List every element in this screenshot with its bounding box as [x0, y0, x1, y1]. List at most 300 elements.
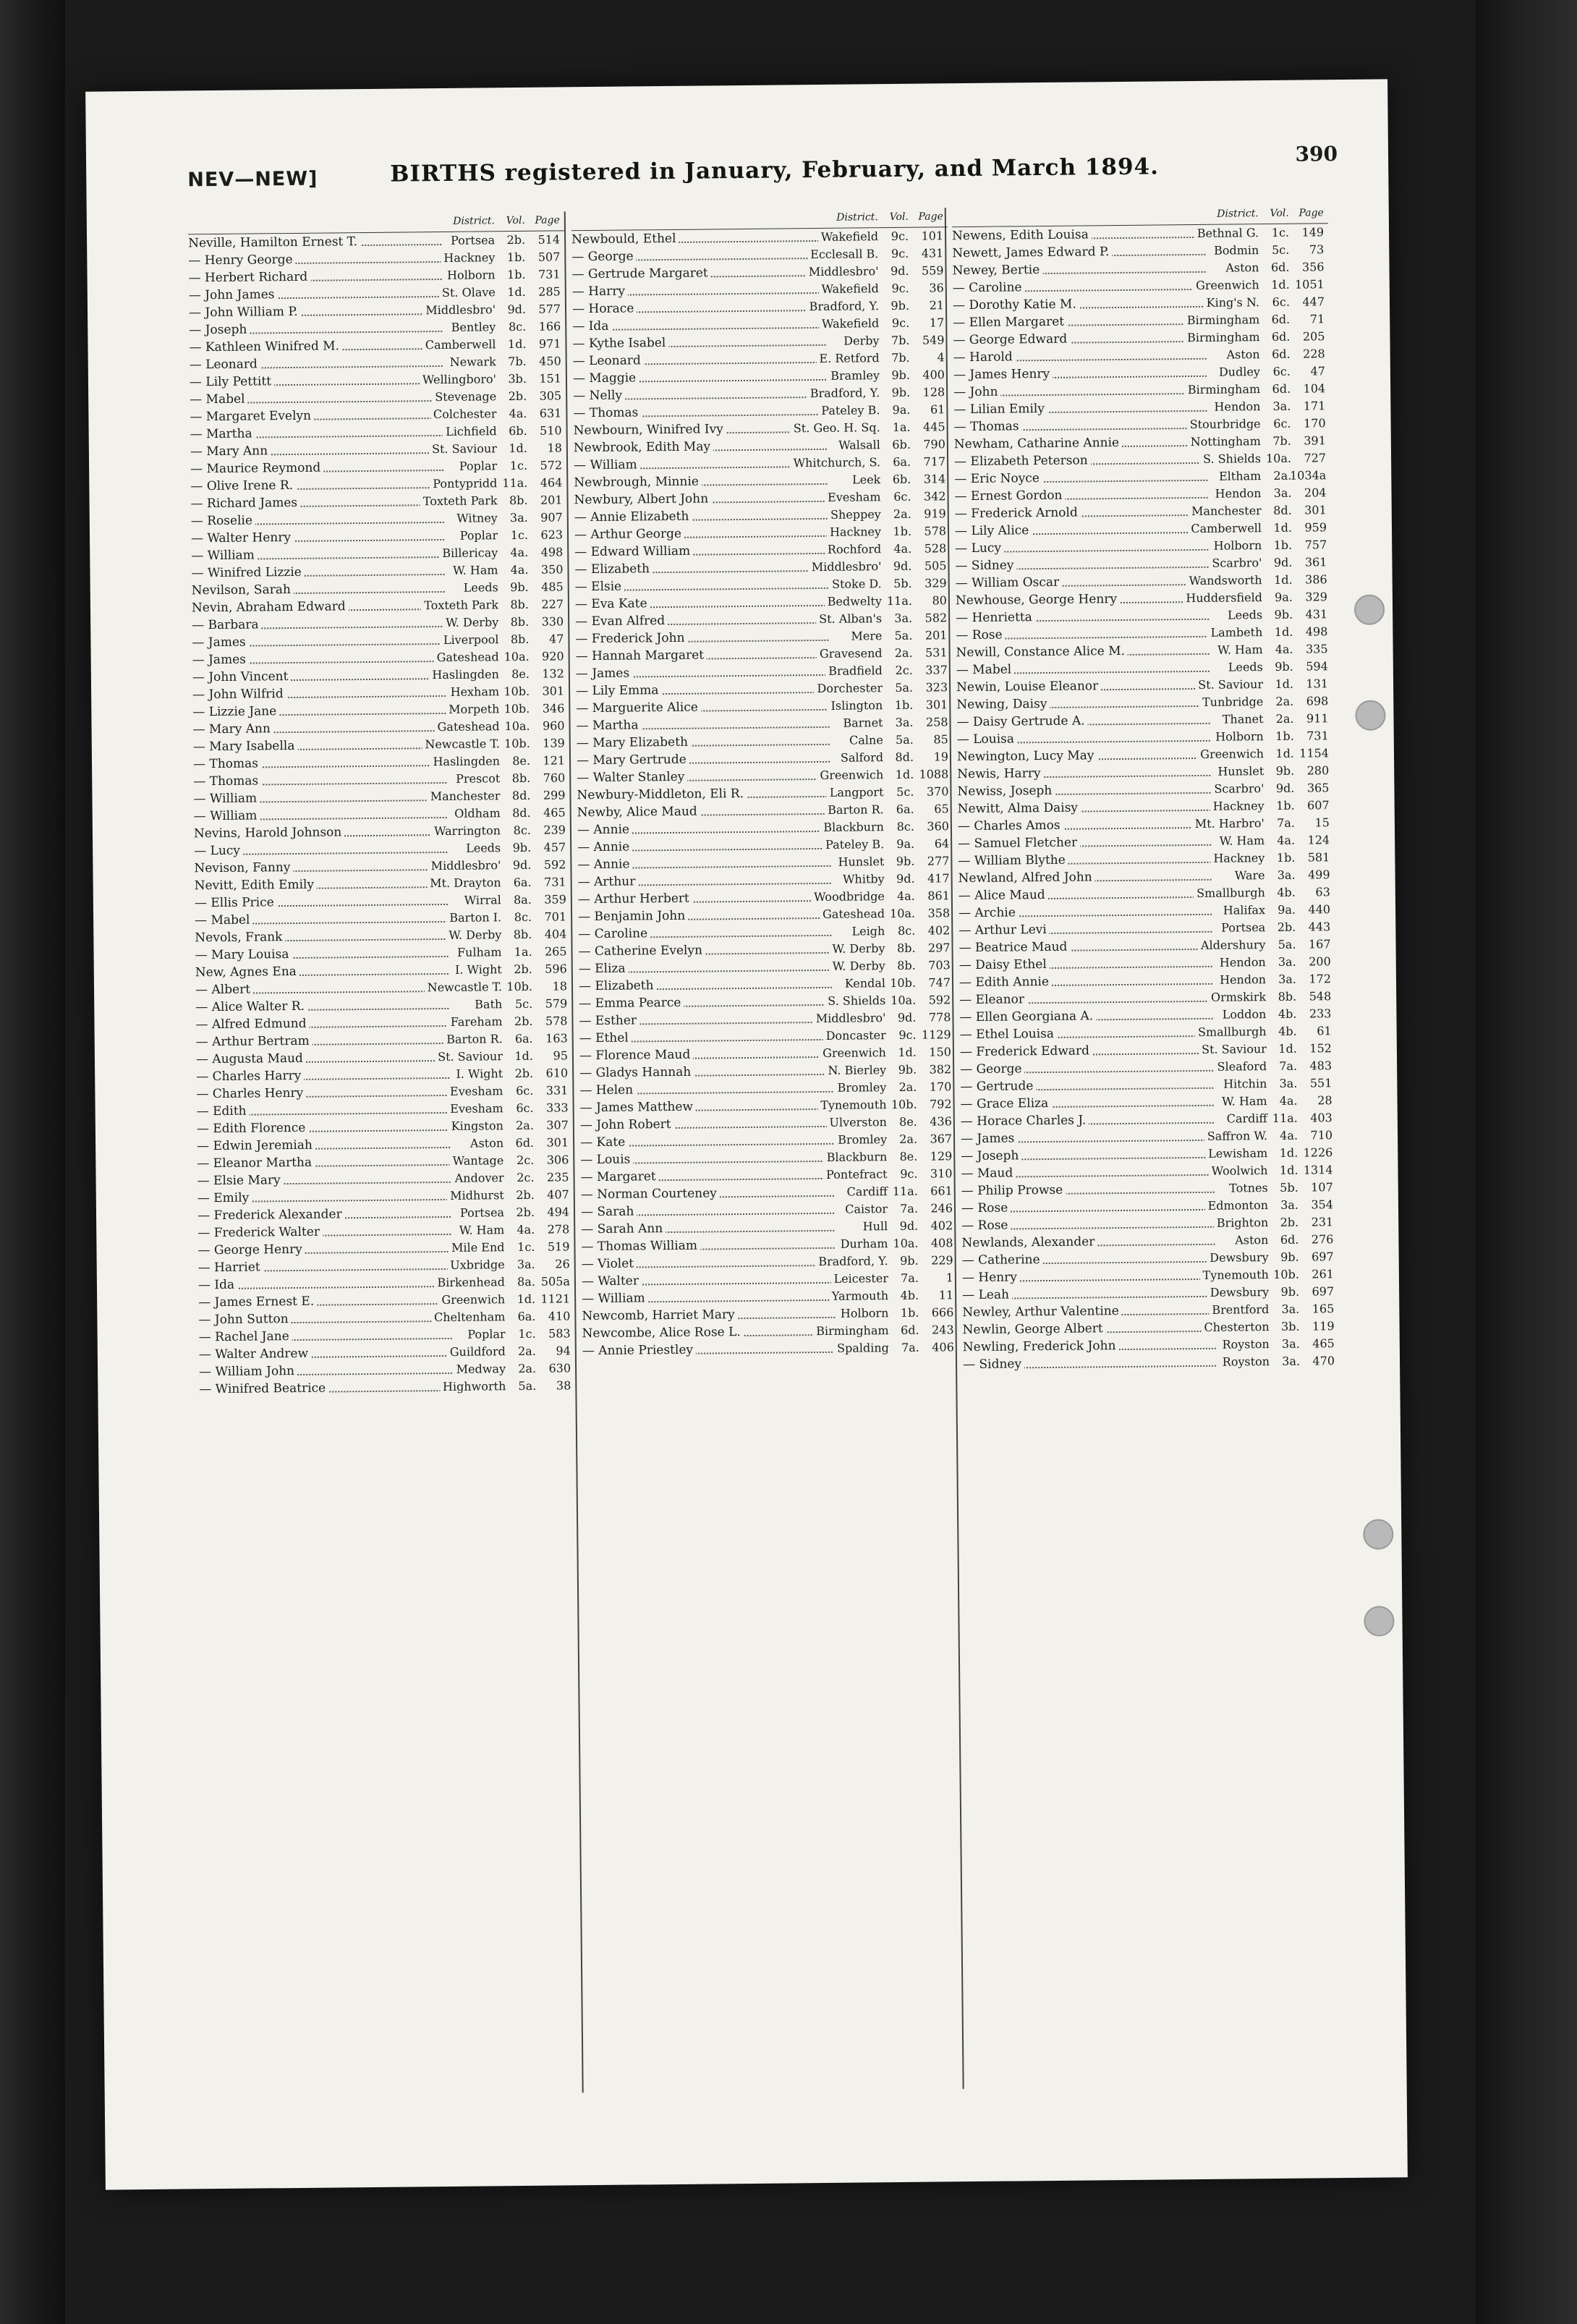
entry-district: Fareham	[448, 1013, 503, 1031]
entry-volume: 2b.	[516, 1187, 535, 1203]
entry-volume: 7a.	[901, 1271, 919, 1285]
entry-page: 445	[922, 420, 945, 434]
entry-district: Portsea	[1218, 919, 1265, 937]
entry-name: — Eva Kate	[575, 595, 650, 613]
entry-district: Evesham	[825, 488, 881, 506]
entry-district: Birmingham	[1185, 381, 1261, 399]
entry-page: 417	[927, 871, 950, 886]
entry-page: 578	[545, 1014, 568, 1028]
entry-name: — Catherine Evelyn	[578, 942, 705, 961]
entry-name: — Thomas	[573, 404, 641, 422]
entry-page: 792	[929, 1097, 952, 1111]
entry-page: 170	[929, 1080, 952, 1094]
entry-name: — Caroline	[578, 925, 650, 943]
entry-page: 329	[924, 576, 947, 590]
entry-volume: 4a.	[896, 889, 915, 903]
entry-page: 233	[1309, 1006, 1332, 1021]
entry-volume: 7a.	[900, 1201, 919, 1216]
entry-page: 61	[1317, 1024, 1332, 1038]
entry-name: — Harold	[953, 348, 1016, 366]
entry-page: 592	[543, 857, 566, 872]
entry-volume: 4a.	[510, 545, 529, 560]
entry-list	[571, 227, 958, 1360]
entry-name: — Elsie Mary	[197, 1171, 283, 1189]
entry-page: 404	[544, 927, 567, 941]
entry-page: 73	[1309, 242, 1325, 257]
index-column-2	[571, 208, 958, 1360]
entry-volume: 6d.	[1280, 1232, 1299, 1247]
entry-name: — James Ernest E.	[198, 1293, 317, 1312]
entry-district: St. Alban's	[816, 610, 882, 628]
entry-name: — Philip Prowse	[961, 1182, 1066, 1200]
entry-district: Bethnal G.	[1194, 224, 1259, 242]
entry-volume: 4b.	[900, 1288, 919, 1302]
entry-name: — Alice Walter R.	[195, 998, 307, 1016]
entry-volume: 8b.	[1278, 989, 1297, 1004]
entry-page: 128	[922, 385, 945, 399]
entry-volume: 10a.	[890, 993, 917, 1008]
entry-volume: 9b.	[891, 368, 911, 383]
entry-name: — Eric Noyce	[954, 470, 1042, 488]
entry-volume: 9b.	[898, 1062, 917, 1077]
entry-district: Hackney	[1210, 797, 1264, 815]
entry-volume: 1d.	[507, 284, 526, 300]
entry-page: 301	[925, 697, 948, 712]
entry-district: Middlesbro'	[428, 857, 501, 875]
entry-volume: 1a.	[892, 420, 911, 435]
entry-volume: 6a.	[893, 454, 911, 470]
entry-name: — James Matthew	[580, 1098, 697, 1117]
entry-district: W. Derby	[829, 940, 885, 958]
entry-page: 443	[1308, 920, 1331, 934]
entry-name: — Joseph	[961, 1147, 1021, 1165]
entry-page: 1226	[1303, 1145, 1333, 1160]
entry-name: — Beatrice Maud	[958, 938, 1070, 957]
entry-page: 661	[930, 1184, 953, 1198]
entry-name: — Edith Florence	[197, 1119, 309, 1137]
entry-name: — Rachel Jane	[199, 1328, 292, 1346]
entry-district: Poplar	[457, 527, 498, 545]
entry-district: Tunbridge	[1199, 693, 1263, 711]
entry-page: 528	[924, 541, 947, 556]
entry-page: 727	[1304, 451, 1327, 465]
entry-name: — Leonard	[573, 352, 644, 370]
entry-district: Portsea	[457, 1204, 504, 1222]
entry-page: 911	[1306, 711, 1329, 726]
entry-volume: 9a.	[1278, 902, 1296, 917]
entry-volume: 3a.	[517, 1257, 535, 1272]
entry-page: 150	[929, 1045, 952, 1059]
entry-page: 450	[539, 354, 561, 368]
entry-district: Durham	[838, 1235, 888, 1253]
entry-name: — Arthur Levi	[958, 921, 1050, 939]
entry-district: Dewsbury	[1207, 1249, 1269, 1267]
entry-page: 361	[1304, 555, 1327, 569]
entry-district: Greenwich	[820, 1044, 886, 1062]
entry-volume: 2a.	[894, 645, 913, 661]
entry-name: — William Blythe	[958, 852, 1068, 870]
entry-volume: 1d.	[1279, 1145, 1298, 1160]
entry-district: E. Retford	[816, 349, 879, 368]
entry-district: Gateshead	[434, 648, 499, 666]
entry-volume: 1d.	[514, 1048, 534, 1064]
entry-district: Eltham	[1216, 467, 1261, 485]
entry-volume: 8e.	[511, 666, 530, 682]
entry-page: 297	[927, 941, 951, 955]
entry-name: — William Oscar	[956, 574, 1063, 592]
entry-district: Haslingden	[429, 666, 499, 684]
entry-volume: 5b.	[1280, 1180, 1298, 1195]
entry-name: — Mary Elizabeth	[577, 734, 691, 752]
entry-district: Bodmin	[1211, 242, 1259, 260]
entry-page: 246	[930, 1201, 953, 1216]
entry-volume: 2c.	[517, 1170, 535, 1185]
entry-name: Newley, Arthur Valentine	[962, 1302, 1122, 1321]
entry-page: 400	[922, 368, 945, 382]
register-page	[85, 79, 1408, 2189]
entry-district: Hunslet	[1215, 763, 1264, 781]
entry-volume: 8b.	[896, 941, 916, 955]
entry-name: — Maud	[961, 1164, 1016, 1182]
entry-district: Cheltenham	[431, 1308, 506, 1326]
entry-district: Bentley	[449, 318, 496, 336]
entry-volume: 8c.	[514, 909, 532, 925]
entry-district: Tynemouth	[1199, 1266, 1269, 1284]
entry-name: Newcombe, Alice Rose L.	[582, 1323, 744, 1342]
entry-volume: 8d.	[895, 750, 914, 765]
entry-district: Aston	[1232, 1231, 1268, 1249]
entry-district: Uxbridge	[447, 1256, 505, 1274]
entry-name: — Lily Emma	[576, 682, 662, 700]
page-heading: Page	[918, 211, 943, 223]
entry-name: — Rose	[956, 627, 1005, 645]
entry-volume: 5a.	[518, 1378, 537, 1394]
entry-volume: 7b.	[891, 350, 910, 365]
district-heading: District.	[453, 215, 495, 227]
entry-page: 166	[538, 319, 561, 334]
entry-name: — Albert	[195, 981, 253, 999]
entry-name: — Nelly	[573, 387, 625, 405]
entry-district: Doncaster	[823, 1027, 886, 1045]
entry-page: 277	[927, 854, 950, 868]
entry-name: — Norman Courteney	[581, 1184, 720, 1203]
entry-name: — Kathleen Winifred M.	[189, 337, 342, 356]
entry-page: 201	[924, 628, 948, 643]
entry-volume: 1b.	[506, 267, 526, 282]
entry-page: 610	[545, 1066, 569, 1080]
entry-page: 402	[930, 1218, 953, 1233]
entry-page: 229	[931, 1253, 953, 1268]
entry-page: 760	[543, 771, 566, 785]
entry-name: — Edith Annie	[959, 973, 1052, 991]
entry-volume: 9b.	[900, 1253, 919, 1268]
entry-page: 494	[547, 1205, 570, 1219]
entry-name: — Mabel	[195, 912, 253, 930]
entry-page: 276	[1311, 1232, 1334, 1247]
entry-volume: 9b.	[890, 298, 910, 313]
entry-page: 331	[545, 1083, 569, 1098]
entry-name: Newbould, Ethel	[571, 230, 679, 248]
entry-volume: 1c.	[509, 458, 528, 473]
entry-page: 1034a	[1289, 468, 1327, 483]
entry-page: 519	[547, 1239, 570, 1254]
entry-page: 354	[1311, 1197, 1334, 1212]
entry-page: 410	[548, 1309, 571, 1323]
entry-district: Evesham	[447, 1100, 503, 1118]
entry-page: 370	[926, 784, 949, 799]
entry-district: Aston	[1223, 259, 1259, 276]
entry-name: — Margaret	[580, 1168, 658, 1186]
entry-volume: 6a.	[517, 1309, 536, 1324]
entry-district: Gateshead	[820, 905, 885, 923]
entry-district: Dorchester	[814, 679, 883, 697]
entry-district: St. Geo. H. Sq.	[791, 419, 880, 437]
entry-page: 119	[1312, 1319, 1335, 1333]
entry-page: 335	[1305, 642, 1328, 656]
entry-page: 581	[1307, 850, 1330, 865]
entry-name: — Ernest Gordon	[954, 487, 1065, 505]
entry-volume: 3b.	[508, 371, 527, 386]
entry-volume: 8b.	[509, 493, 528, 508]
entry-name: Newham, Catharine Annie	[954, 434, 1122, 453]
entry-volume: 3a.	[1280, 1197, 1299, 1212]
entry-page: 132	[542, 666, 564, 681]
entry-district: Aldershury	[1198, 936, 1266, 954]
entry-volume: 6c.	[1272, 364, 1291, 378]
entry-district: Birkenhead	[434, 1273, 505, 1292]
entry-name: Newlands, Alexander	[961, 1233, 1097, 1252]
entry-volume: 2a.	[1275, 711, 1294, 726]
entry-name: Newens, Edith Louisa	[952, 226, 1092, 245]
entry-district: Mt. Harbro'	[1192, 815, 1264, 833]
entry-district: Mere	[848, 627, 882, 645]
entry-name: — Elizabeth Peterson	[954, 451, 1091, 470]
entry-volume: 6c.	[516, 1083, 534, 1098]
entry-name: — Mary Ann	[190, 442, 271, 460]
vol-heading: Vol.	[1270, 207, 1289, 219]
entry-page: 330	[541, 614, 564, 629]
entry-page: 406	[932, 1340, 954, 1354]
entry-page: 596	[545, 962, 567, 976]
entry-volume: 6d.	[515, 1135, 535, 1150]
entry-name: — Walter Henry	[191, 529, 294, 547]
entry-name: — Maggie	[573, 369, 639, 387]
entry-name: — Annie	[577, 820, 632, 839]
entry-name: — Leonard	[190, 355, 260, 373]
entry-page: 121	[543, 753, 566, 768]
entry-district: Bromley	[834, 1079, 886, 1097]
entry-page: 431	[1305, 607, 1328, 622]
entry-name: Newbury, Albert John	[574, 490, 711, 509]
entry-district: Midhurst	[447, 1187, 504, 1205]
entry-page: 778	[928, 1010, 951, 1025]
entry-page: 701	[544, 909, 567, 924]
entry-volume: 9b.	[1280, 1250, 1299, 1264]
entry-name: — Henry George	[188, 251, 296, 269]
entry-volume: 8c.	[508, 319, 527, 334]
entry-district: Birmingham	[1184, 328, 1260, 347]
entry-name: — Violet	[582, 1255, 637, 1273]
entry-district: Wandsworth	[1186, 572, 1262, 590]
entry-name: — Mabel	[956, 661, 1015, 679]
entry-page: 342	[923, 489, 946, 504]
entry-district: Leeds	[461, 579, 498, 596]
entry-name: Nevins, Harold Johnson	[194, 823, 345, 842]
entry-name: — Louisa	[957, 730, 1017, 748]
entry-name: — James	[961, 1129, 1017, 1148]
entry-name: — Emily	[197, 1189, 252, 1208]
entry-name: — Martha	[576, 716, 641, 734]
entry-page: 365	[1306, 781, 1330, 795]
entry-name: — Ida	[572, 318, 611, 336]
entry-volume: 9c.	[898, 1027, 917, 1042]
entry-page: 623	[540, 527, 564, 542]
entry-district: Middlesbro'	[813, 1009, 886, 1027]
entry-volume: 3a.	[1282, 1354, 1301, 1368]
entry-page: 359	[544, 892, 566, 907]
entry-page: 549	[922, 333, 945, 347]
entry-volume: 6a.	[896, 802, 914, 816]
entry-volume: 1b.	[900, 1305, 919, 1320]
punch-hole-icon	[1355, 700, 1385, 730]
entry-name: — Archie	[958, 904, 1019, 922]
entry-district: Camberwell	[1188, 519, 1262, 538]
entry-district: Cardiff	[1224, 1110, 1267, 1128]
entry-district: Medway	[454, 1360, 506, 1378]
page-heading: Page	[535, 214, 560, 226]
entry-volume: 7b.	[890, 333, 910, 348]
entry-volume: 5a.	[894, 628, 913, 643]
entry-name: — Leah	[962, 1286, 1012, 1304]
entry-district: Royston	[1220, 1353, 1270, 1371]
entry-district: Camberwell	[422, 336, 496, 354]
entry-name: — Mary Isabella	[193, 737, 298, 755]
entry-name: — Ellen Georgiana A.	[959, 1007, 1096, 1026]
entry-volume: 2b.	[506, 232, 526, 247]
entry-name: — Emma Pearce	[579, 994, 684, 1012]
entry-district: Andover	[452, 1169, 504, 1187]
entry-page: 350	[540, 562, 564, 577]
entry-district: Saffron W.	[1204, 1127, 1268, 1145]
entry-district: St. Saviour	[435, 1048, 503, 1066]
entry-volume: 1d.	[517, 1292, 536, 1307]
entry-district: Bradford, Y.	[807, 384, 880, 402]
entry-page: 4	[937, 350, 945, 365]
entry-district: Holborn	[1211, 537, 1262, 555]
entry-name: — Alfred Edmund	[195, 1015, 309, 1034]
entry-district: Scarbro'	[1209, 554, 1262, 572]
entry-name: — Harry	[572, 283, 628, 301]
entry-district: I. Wight	[452, 961, 502, 979]
entry-volume: 8b.	[510, 597, 530, 612]
entry-volume: 8b.	[897, 958, 916, 972]
entry-volume: 11a.	[1272, 1111, 1298, 1126]
entry-volume: 4a.	[893, 541, 912, 556]
entry-page: 551	[1309, 1076, 1332, 1090]
entry-volume: 9c.	[890, 246, 909, 261]
entry-name: — Eleanor Martha	[197, 1154, 315, 1173]
entry-volume: 9c.	[890, 229, 909, 244]
entry-district: Woodbridge	[811, 888, 885, 906]
entry-volume: 3a.	[1272, 399, 1291, 413]
entry-name: — Edwin Jeremiah	[197, 1137, 315, 1155]
entry-name: — Ethel	[579, 1030, 632, 1048]
entry-page: 94	[556, 1344, 571, 1358]
entry-page: 386	[1305, 572, 1327, 587]
entry-list	[188, 231, 575, 1398]
entry-name: Nevitt, Edith Emily	[195, 876, 318, 895]
entry-district: Highworth	[440, 1378, 506, 1396]
entry-page: 717	[923, 454, 946, 469]
entry-name: — Frederick Walter	[197, 1224, 323, 1242]
entry-page: 457	[543, 840, 566, 854]
entry-volume: 10b.	[503, 684, 530, 699]
entry-volume: 6d.	[1272, 381, 1291, 396]
entry-volume: 10a.	[893, 1236, 919, 1251]
entry-name: Newis, Harry	[957, 765, 1044, 783]
entry-district: W. Ham	[1219, 1093, 1267, 1111]
entry-volume: 1b.	[1276, 850, 1296, 865]
entry-page: 235	[546, 1170, 569, 1184]
entry-district: Bradfield	[825, 662, 883, 680]
entry-name: — Eleanor	[959, 991, 1027, 1009]
entry-district: Ormskirk	[1208, 988, 1267, 1006]
entry-page: 172	[1309, 972, 1332, 986]
entry-page: 402	[927, 923, 951, 938]
entry-name: — John William P.	[189, 303, 301, 321]
entry-page: 333	[545, 1100, 569, 1115]
entry-name: — Horace	[572, 300, 637, 318]
entry-page: 440	[1308, 902, 1331, 917]
entry-page: 666	[931, 1305, 954, 1320]
entry-page: 499	[1307, 868, 1330, 882]
entry-name: — Evan Alfred	[575, 612, 668, 630]
entry-volume: 2a.	[893, 506, 911, 522]
entry-name: Newlin, George Albert	[962, 1320, 1105, 1339]
entry-district: Wirral	[462, 891, 501, 909]
entry-volume: 1d.	[1275, 677, 1294, 691]
entry-volume: 8a.	[513, 892, 532, 907]
entry-page: 1154	[1299, 746, 1330, 760]
entry-name: — Thomas	[954, 417, 1022, 436]
entry-volume: 9a.	[896, 836, 915, 851]
entry-page: 407	[547, 1187, 569, 1202]
entry-page: 505	[924, 559, 947, 573]
entry-district: Smallburgh	[1194, 884, 1265, 902]
entry-name: — Gladys Hannah	[579, 1064, 694, 1082]
entry-district: Sheppey	[828, 506, 881, 524]
entry-page: 152	[1309, 1041, 1332, 1056]
entry-page: 592	[928, 993, 951, 1007]
entry-volume: 5a.	[1278, 937, 1296, 951]
entry-name: Newill, Constance Alice M.	[956, 643, 1128, 661]
entry-name: — Thomas William	[581, 1237, 700, 1256]
entry-volume: 1a.	[514, 944, 532, 959]
entry-volume: 8e.	[899, 1114, 917, 1129]
entry-page: 583	[548, 1326, 571, 1341]
entry-page: 21	[929, 298, 945, 313]
entry-name: — John James	[189, 286, 278, 304]
entry-page: 301	[546, 1135, 569, 1150]
entry-volume: 9b.	[1274, 607, 1293, 622]
entry-page: 80	[932, 593, 948, 608]
entry-page: 278	[547, 1222, 570, 1237]
entry-name: Nevilson, Sarah	[192, 581, 294, 599]
entry-district: Dudley	[1216, 363, 1260, 381]
entry-volume: 2b.	[516, 1205, 535, 1220]
entry-district: Poplar	[464, 1326, 506, 1344]
entry-district: Hunslet	[835, 853, 884, 871]
